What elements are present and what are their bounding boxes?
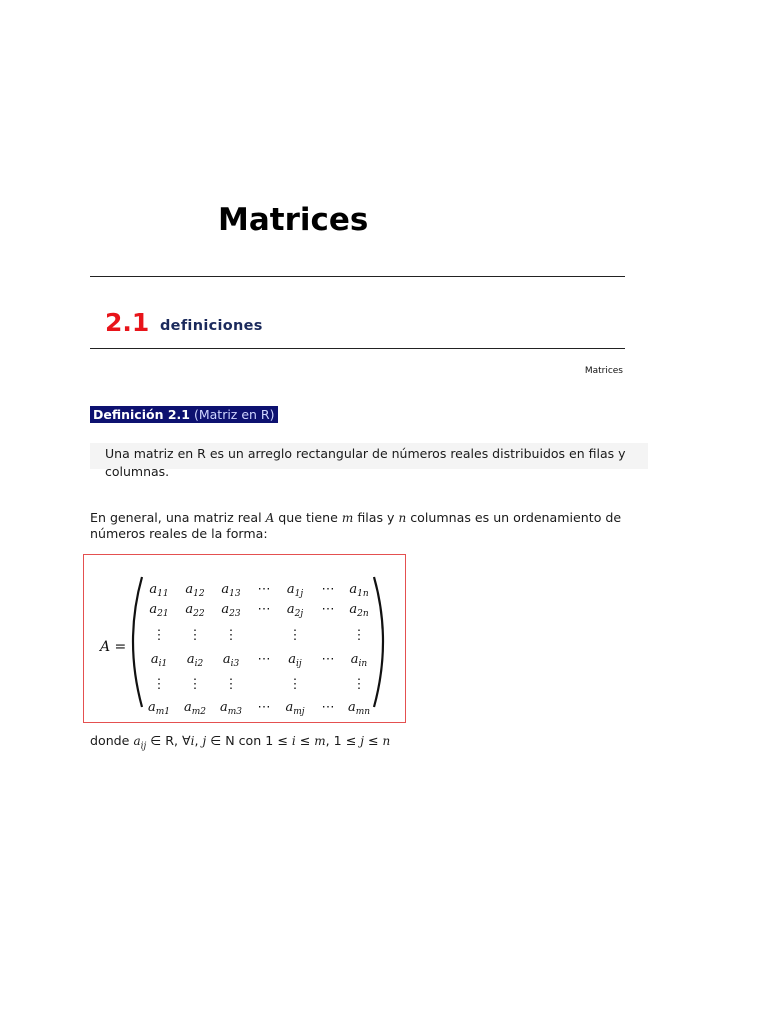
matrix-entry: ⋯: [257, 700, 271, 715]
matrix-entry: ⋮: [352, 677, 366, 692]
var-a: A: [265, 511, 275, 525]
var-j: j: [360, 734, 364, 748]
matrix-cells: [148, 582, 370, 717]
paragraph-text: que tiene: [274, 510, 342, 525]
definition-note: (Matriz en R): [193, 407, 275, 422]
matrix-entry: $a_{22}$: [185, 602, 205, 619]
condition-text: donde: [90, 733, 134, 748]
matrix-entry: $a_{in}$: [350, 652, 368, 669]
matrix-entry: ⋯: [257, 602, 271, 617]
condition-line: [90, 733, 390, 752]
section-title: definiciones: [160, 318, 263, 334]
matrix-entry: ⋮: [152, 628, 166, 643]
var-n: n: [398, 511, 407, 525]
condition-text: ∈ R, ∀: [146, 733, 191, 748]
condition-text: ∈ N con 1 ≤: [206, 733, 292, 748]
matrix-entry: ⋯: [321, 652, 335, 667]
condition-text: ,: [194, 733, 203, 748]
matrix-entry: ⋮: [224, 628, 238, 643]
definition-box: [90, 443, 648, 479]
subscript-ij: ij: [140, 741, 147, 752]
definition-text: Una matriz en R es un arreglo rectangular de números reales distribuidos en filas y columnas.: [105, 446, 626, 479]
matrix-entry: $a_{m2}$: [183, 700, 207, 717]
intro-paragraph: [90, 510, 630, 542]
condition-text: , 1 ≤: [325, 733, 361, 748]
right-parenthesis: [374, 577, 383, 707]
matrix-entry: ⋮: [188, 628, 202, 643]
paragraph-text: En general, una matriz real: [90, 510, 266, 525]
matrix-figure: [83, 554, 406, 723]
matrix-entry: $a_{23}$: [221, 602, 241, 619]
matrix-entry: ⋯: [321, 602, 335, 617]
condition-text: ≤: [363, 733, 383, 748]
matrix-entry: $a_{2n}$: [349, 602, 369, 619]
matrix-entry: ⋮: [188, 677, 202, 692]
matrix-entry: ⋯: [321, 582, 335, 597]
matrix-entry: ⋯: [257, 582, 271, 597]
var-i: i: [190, 734, 195, 748]
var-j: j: [202, 734, 207, 748]
matrix-entry: ⋮: [152, 677, 166, 692]
var-m: m: [341, 511, 354, 525]
section-number: 2.1: [105, 308, 150, 337]
paragraph-text: columnas es un ordenamiento de números reales de la forma:: [90, 510, 622, 541]
matrix-lhs: A =: [100, 639, 127, 655]
matrix-entry: $a_{m3}$: [219, 700, 243, 717]
paragraph-text: filas y: [353, 510, 399, 525]
matrix-entry: $a_{1j}$: [286, 582, 304, 599]
matrix-entry: $a_{mj}$: [285, 700, 305, 717]
matrix-entry: ⋮: [224, 677, 238, 692]
left-parenthesis: [133, 577, 142, 707]
matrix-entry: ⋮: [352, 628, 366, 643]
chapter-rule: [90, 276, 625, 277]
var-a: a: [133, 734, 141, 748]
chapter-title: Matrices: [218, 202, 369, 238]
matrix-svg: [84, 555, 405, 722]
matrix-entry: ⋮: [288, 677, 302, 692]
section-rule: [90, 348, 625, 349]
matrix-entry: ⋯: [321, 700, 335, 715]
matrix-entry: $a_{i2}$: [186, 652, 204, 669]
matrix-entry: $a_{ij}$: [288, 652, 302, 669]
definition-label: Definición 2.1: [93, 407, 190, 422]
matrix-entry: ⋮: [288, 628, 302, 643]
matrix-entry: ⋯: [257, 652, 271, 667]
var-i: i: [291, 734, 296, 748]
definition-heading: [90, 406, 278, 423]
var-m: m: [314, 734, 326, 748]
matrix-entry: $a_{i1}$: [150, 652, 168, 669]
matrix-entry: $a_{13}$: [221, 582, 241, 599]
matrix-entry: $a_{mn}$: [347, 700, 371, 717]
matrix-entry: $a_{2j}$: [286, 602, 304, 619]
matrix-entry: $a_{i3}$: [222, 652, 240, 669]
matrix-entry: $a_{12}$: [185, 582, 205, 599]
var-n: n: [382, 734, 391, 748]
condition-text: ≤: [295, 733, 315, 748]
matrix-entry: $a_{11}$: [149, 582, 169, 599]
matrix-entry: $a_{m1}$: [147, 700, 171, 717]
matrix-entry: $a_{1n}$: [349, 582, 369, 599]
matrix-entry: $a_{21}$: [149, 602, 169, 619]
running-head: Matrices: [584, 366, 623, 376]
